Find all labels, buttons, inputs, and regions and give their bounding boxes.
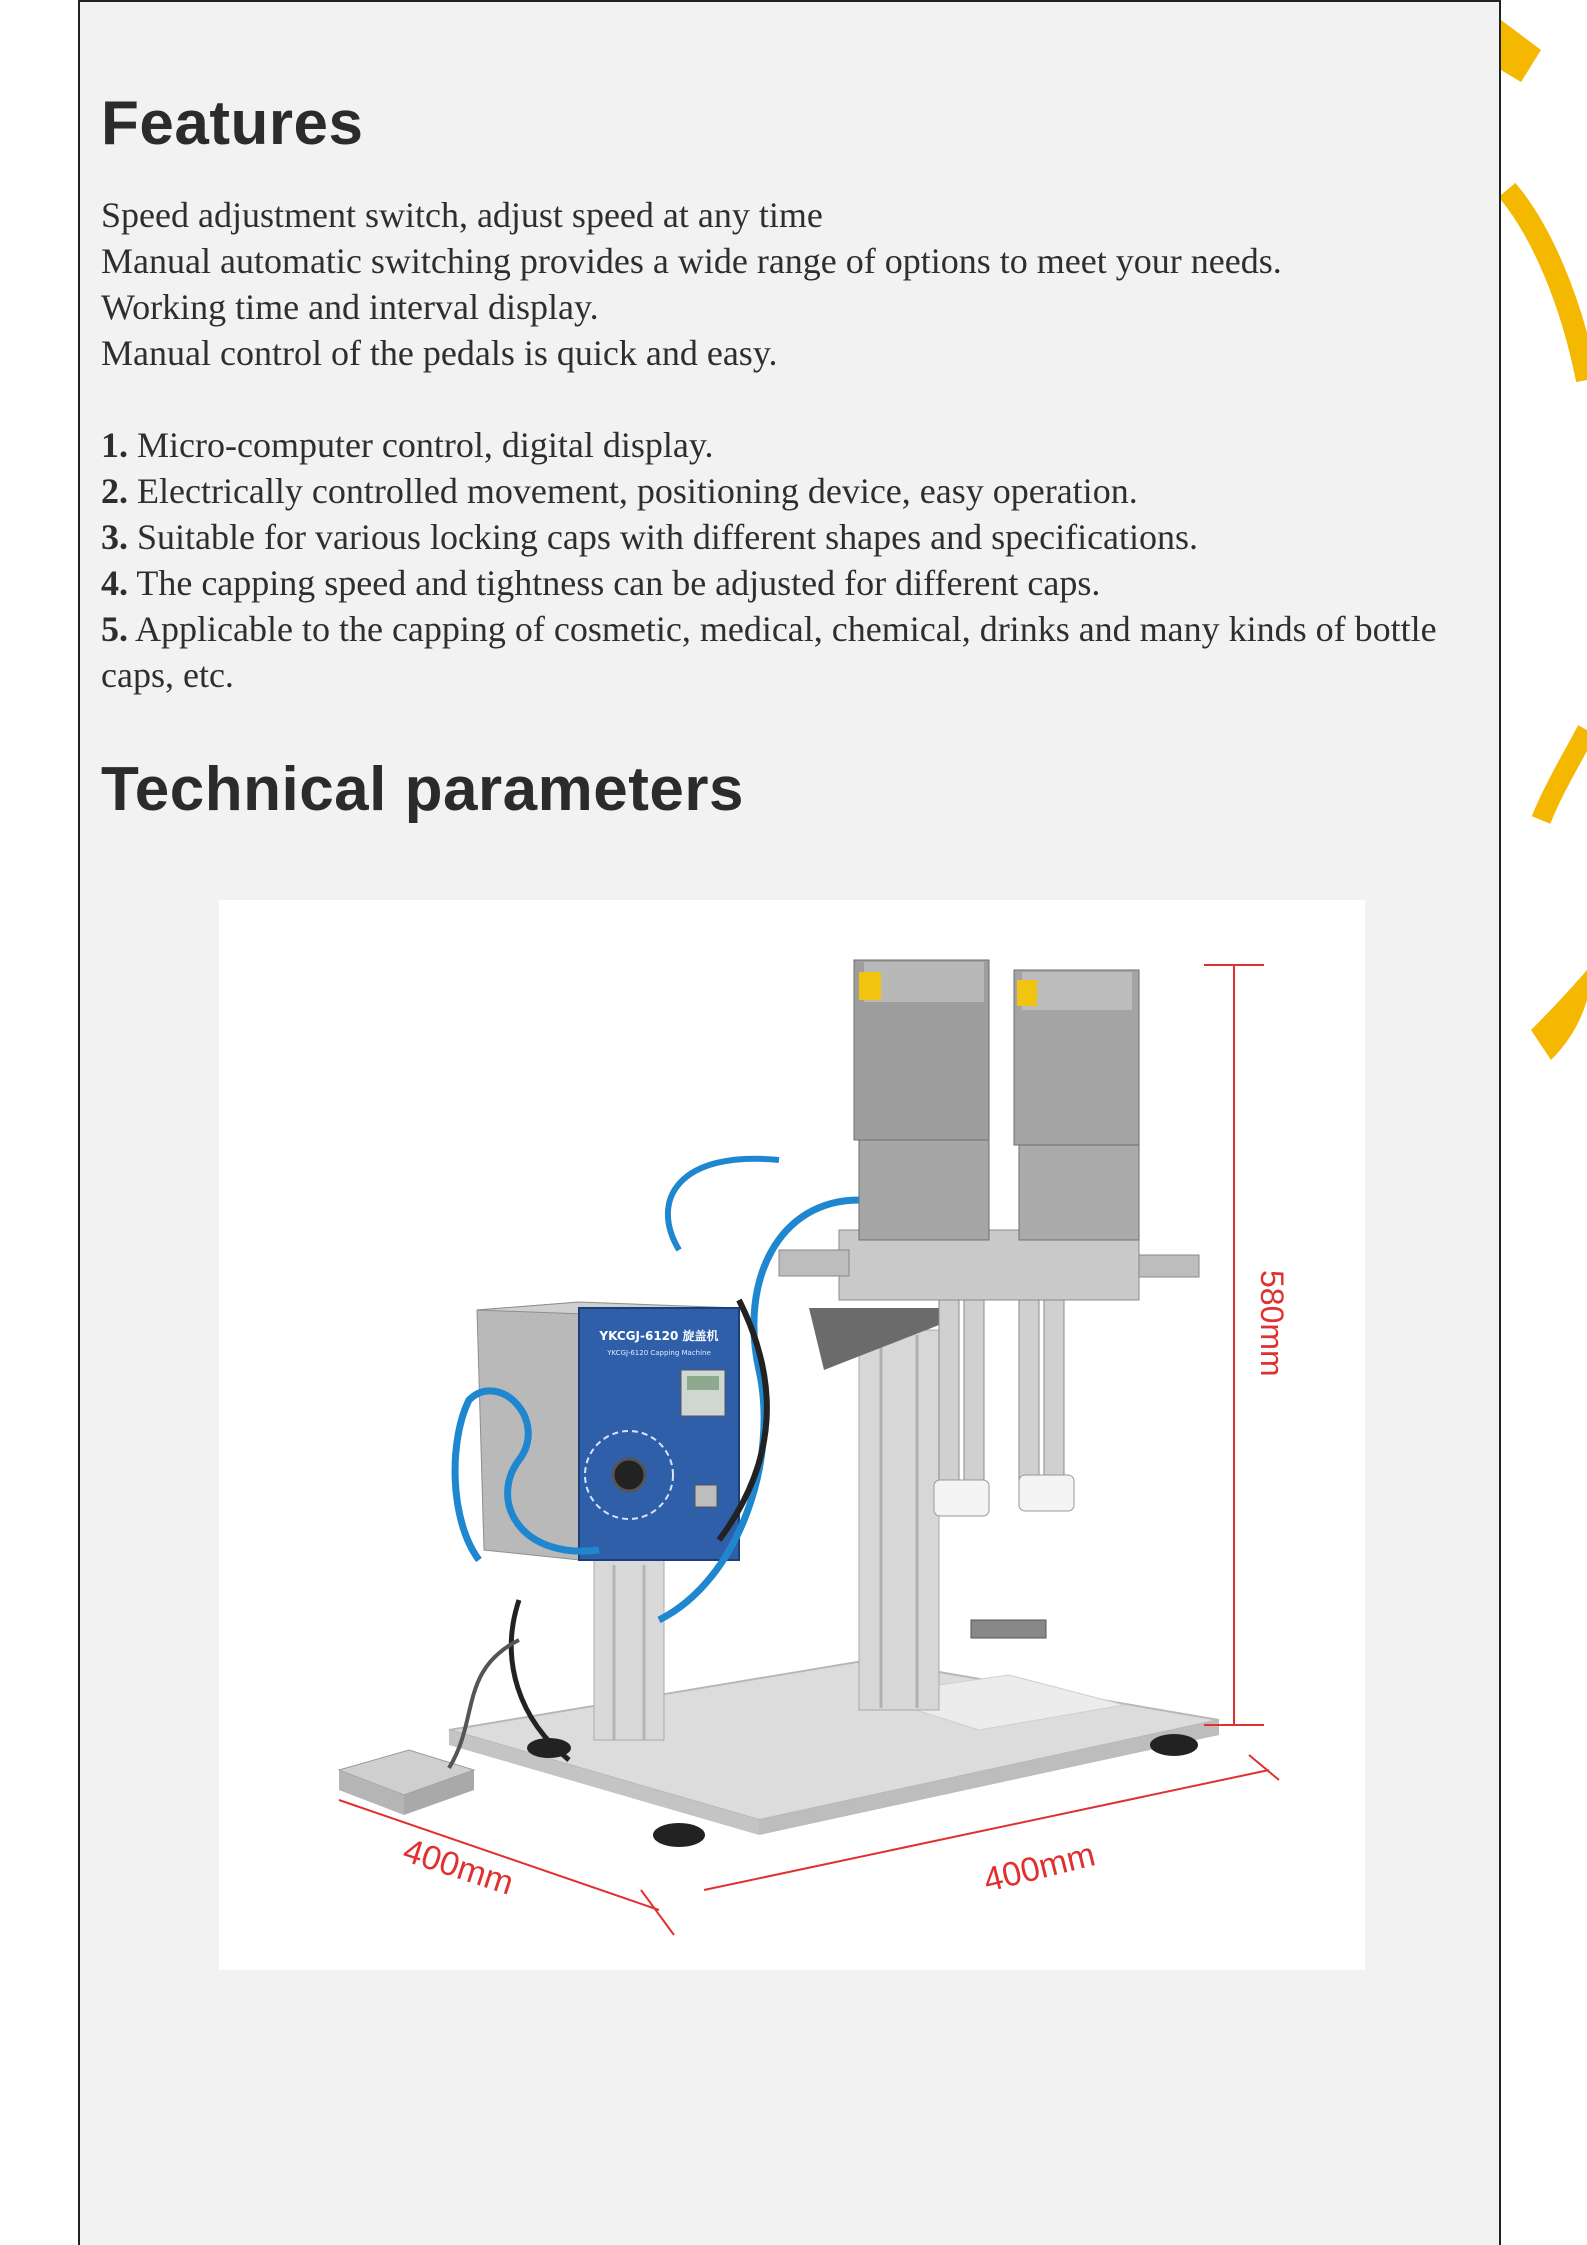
warning-label xyxy=(859,972,881,1000)
accent-arc xyxy=(1541,730,1587,820)
panel-label: YKCGJ-6120 旋盖机 xyxy=(599,1329,719,1343)
item-number: 5. xyxy=(101,609,128,649)
item-text: The capping speed and tightness can be adjusted for different caps. xyxy=(136,563,1101,603)
speed-knob xyxy=(613,1459,645,1491)
item-number: 3. xyxy=(101,517,128,557)
control-column xyxy=(594,1560,664,1740)
content-panel xyxy=(78,0,1501,2245)
base-plate xyxy=(449,1660,1219,1820)
features-list xyxy=(101,422,1491,698)
intro-line: Speed adjustment switch, adjust speed at any time xyxy=(101,195,823,235)
capping-head xyxy=(1019,1475,1074,1511)
list-item xyxy=(101,560,1491,606)
features-heading: Features xyxy=(101,89,364,158)
accent-shape xyxy=(1531,970,1587,1060)
spindle xyxy=(964,1300,984,1500)
air-hose xyxy=(668,1159,779,1250)
machine-illustration xyxy=(219,900,1365,1970)
foot xyxy=(1150,1734,1198,1756)
technical-parameters-heading: Technical parameters xyxy=(101,755,744,824)
item-text: Applicable to the capping of cosmetic, medical, chemical, drinks and many kinds of bottle caps, etc. xyxy=(101,609,1437,695)
list-item xyxy=(101,514,1491,560)
list-item xyxy=(101,468,1491,514)
mode-switch xyxy=(695,1485,717,1507)
control-panel xyxy=(579,1308,739,1560)
accent-arc xyxy=(1507,190,1587,380)
item-number: 2. xyxy=(101,471,128,511)
cylinder-left xyxy=(779,1250,849,1276)
panel-sublabel: YKCGJ-6120 Capping Machine xyxy=(607,1349,711,1357)
features-intro xyxy=(101,192,1491,376)
spindle xyxy=(1044,1300,1064,1490)
spindle xyxy=(1019,1300,1039,1490)
item-text: Electrically controlled movement, positioning device, easy operation. xyxy=(137,471,1138,511)
item-text: Suitable for various locking caps with different shapes and specifications. xyxy=(137,517,1199,557)
accent-shape xyxy=(1501,20,1541,82)
warning-label xyxy=(1017,980,1037,1006)
foot xyxy=(653,1823,705,1847)
width-label: 400mm xyxy=(979,1835,1099,1900)
capping-head xyxy=(934,1480,989,1516)
decorative-arcs xyxy=(1501,0,1587,1100)
depth-label: 400mm xyxy=(398,1831,519,1903)
bottle-holder xyxy=(971,1620,1046,1638)
list-item xyxy=(101,422,1491,468)
gearbox-right xyxy=(1019,1145,1139,1240)
intro-line: Working time and interval display. xyxy=(101,287,599,327)
intro-line: Manual automatic switching provides a wide range of options to meet your needs. xyxy=(101,241,1282,281)
main-column xyxy=(859,1330,939,1710)
intro-line: Manual control of the pedals is quick and easy. xyxy=(101,333,778,373)
gearbox-left xyxy=(859,1140,989,1240)
capping-machine-photo xyxy=(219,900,1365,1970)
item-number: 1. xyxy=(101,425,128,465)
cylinder-right xyxy=(1139,1255,1199,1277)
spindle xyxy=(939,1300,959,1490)
height-label: 580mm xyxy=(1254,1270,1290,1377)
list-item xyxy=(101,606,1491,698)
item-number: 4. xyxy=(101,563,128,603)
item-text: Micro-computer control, digital display. xyxy=(137,425,714,465)
